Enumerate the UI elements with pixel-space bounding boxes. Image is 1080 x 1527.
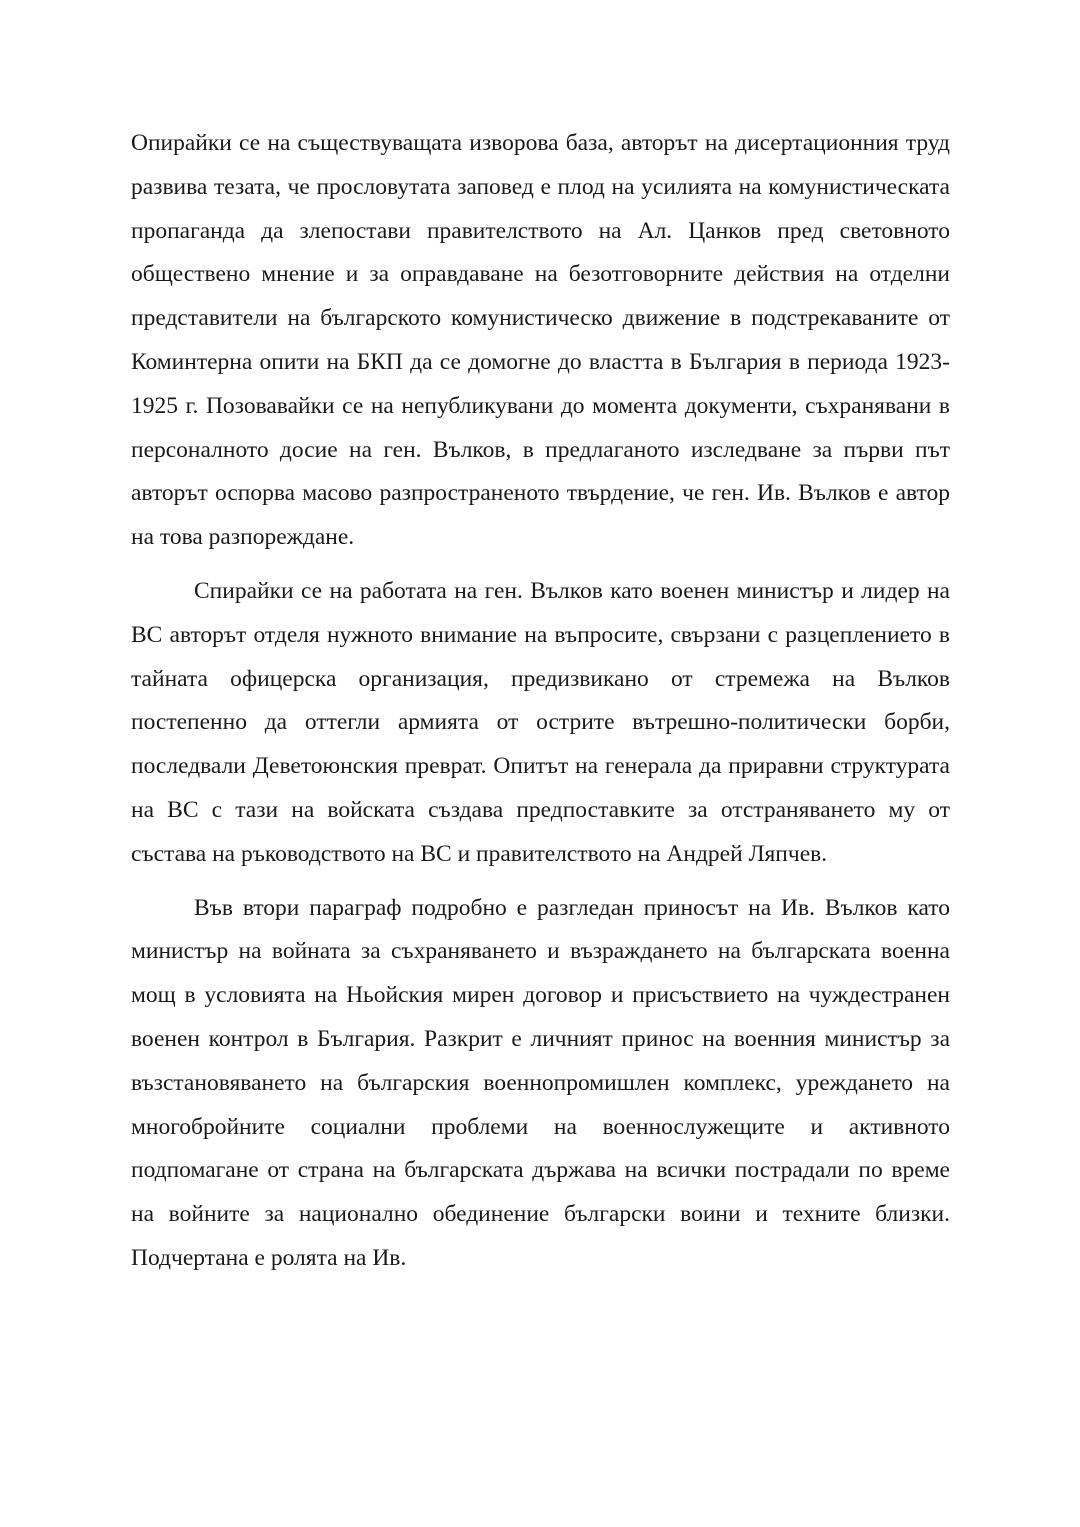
- paragraph-1: Опирайки се на съществуващата изворова база, авторът на дисертационния труд развива тезата, че прословутата заповед е плод на усилията на комунистическата пропаганда да злепостави правителството на Ал. Цанков пред световното обществено мнение и за оправдаване на безотговорните действия на отделни представители на българското комунистическо движение в подстрекаваните от Коминтерна опити на БКП да се домогне до властта в България в периода 1923-1925 г. Позовавайки се на непубликувани до момента документи, съхранявани в персоналното досие на ген. Вълков, в предлаганото изследване за първи път авторът оспорва масово разпространеното твърдение, че ген. Ив. Вълков е автор на това разпореждане.: [131, 130, 950, 551]
- document-page: [131, 122, 950, 1281]
- paragraph-3: Във втори параграф подробно е разгледан приносът на Ив. Вълков като министър на войната за съхраняването и възраждането на българската военна мощ в условията на Ньойския мирен договор и присъствието на чуждестранен военен контрол в България. Разкрит е личният принос на военния министър за възстановяването на българския военнопромишлен комплекс, уреждането на многобройните социални проблеми на военнослужещите и активното подпомагане от страна на българската държава на всички пострадали по време на войните за национално обединение български воини и техните близки. Подчертана е ролята на Ив.: [131, 894, 950, 1271]
- paragraph-2: Спирайки се на работата на ген. Вълков като военен министър и лидер на ВС авторът отделя нужното внимание на въпросите, свързани с разцеплението в тайната офицерска организация, предизвикано от стремежа на Вълков постепенно да оттегли армията от острите вътрешно-политически борби, последвали Деветоюнския преврат. Опитът на генерала да приравни структурата на ВС с тази на войската създава предпоставките за отстраняването му от състава на ръководството на ВС и правителството на Андрей Ляпчев.: [131, 577, 950, 867]
